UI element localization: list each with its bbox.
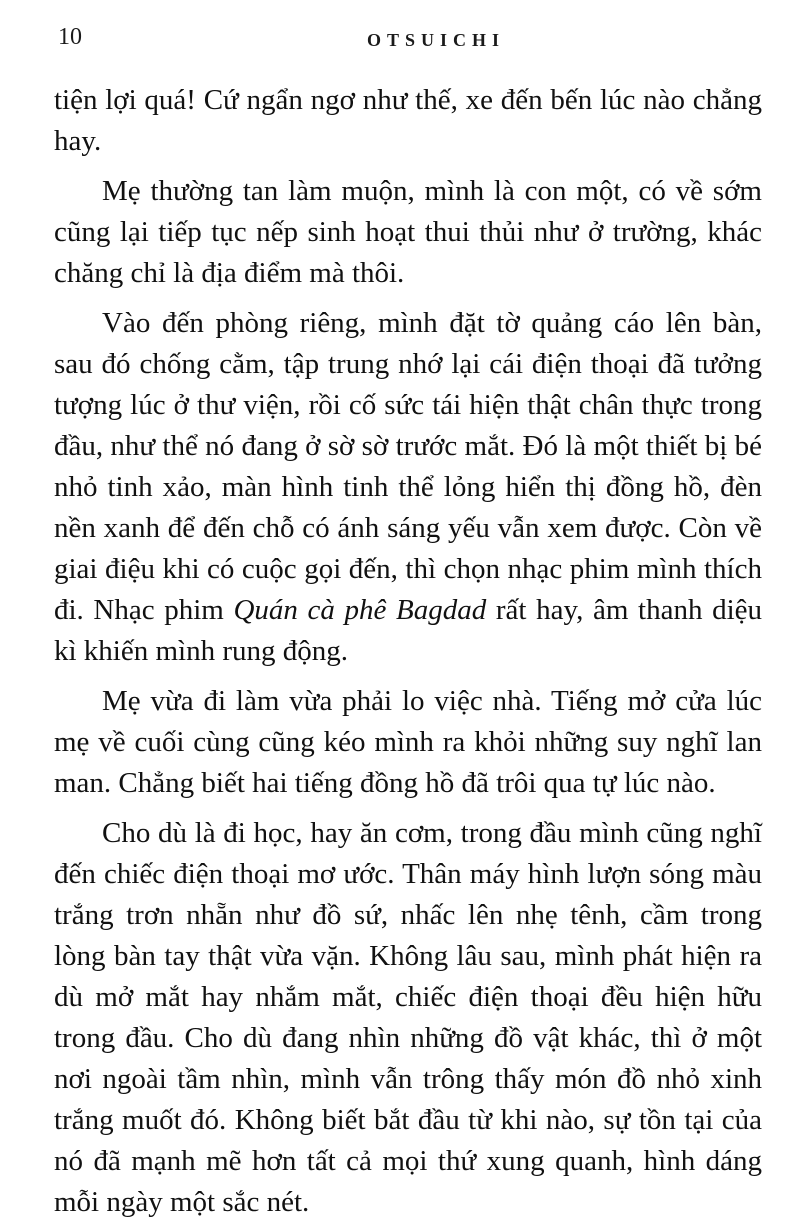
paragraph: Mẹ thường tan làm muộn, mình là con một, có về sớm cũng lại tiếp tục nếp sinh hoạt thui thủi như ở trường, khác chăng chỉ là địa điểm mà thôi. <box>54 175 762 289</box>
paragraph-text: rất hay, âm thanh diệu kì khiến mình rung động. <box>54 594 762 667</box>
page-number: 10 <box>58 24 82 50</box>
paragraph-text: Vào đến phòng riêng, mình đặt tờ quảng cáo lên bàn, sau đó chống cằm, tập trung nhớ lại cái điện thoại đã tưởng tượng lúc ở thư viện, rồi cố sức tái hiện thật chân thực trong đầu, như thể nó đang ở sờ sờ trước mắt. Đó là một thiết bị bé nhỏ tinh xảo, màn hình tinh thể lỏng hiển thị đồng hồ, đèn nền xanh để đến chỗ có ánh sáng yếu vẫn xem được. Còn về giai điệu khi có cuộc gọi đến, thì chọn nhạc phim mình thích đi. Nhạc phim <box>54 307 762 626</box>
paragraph: Cho dù là đi học, hay ăn cơm, trong đầu mình cũng nghĩ đến chiếc điện thoại mơ ước. Thân máy hình lượn sóng màu trắng trơn nhẵn như đồ sứ, nhấc lên nhẹ tênh, cầm trong lòng bàn tay thật vừa vặn. Không lâu sau, mình phát hiện ra dù mở mắt hay nhắm mắt, chiếc điện thoại đều hiện hữu trong đầu. Cho dù đang nhìn những đồ vật khác, thì ở một nơi ngoài tầm nhìn, mình vẫn trông thấy món đồ nhỏ xinh trắng muốt đó. Không biết bắt đầu từ khi nào, sự tồn tại của nó đã mạnh mẽ hơn tất cả mọi thứ xung quanh, hình dáng mỗi ngày một sắc nét. <box>54 817 762 1218</box>
movie-title: Quán cà phê Bagdad <box>233 594 487 626</box>
paragraph: Mẹ vừa đi làm vừa phải lo việc nhà. Tiếng mở cửa lúc mẹ về cuối cùng cũng kéo mình ra khỏi những suy nghĩ lan man. Chẳng biết hai tiếng đồng hồ đã trôi qua tự lúc nào. <box>54 685 762 799</box>
paragraph-continuation: tiện lợi quá! Cứ ngẩn ngơ như thế, xe đến bến lúc nào chẳng hay. <box>54 84 762 157</box>
body-text <box>54 80 762 1232</box>
paragraph <box>54 303 762 672</box>
running-title: OTSUICHI <box>366 30 506 50</box>
page-header <box>52 24 760 54</box>
